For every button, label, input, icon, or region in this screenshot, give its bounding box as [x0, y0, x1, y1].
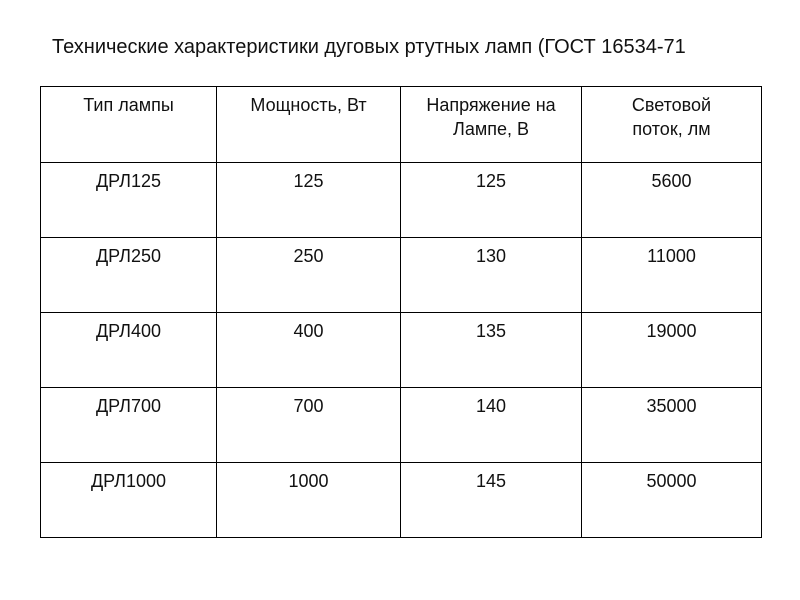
cell-lamp-type: ДРЛ250 [41, 238, 217, 313]
cell-luminous-flux: 50000 [582, 463, 762, 538]
cell-lamp-type: ДРЛ1000 [41, 463, 217, 538]
header-voltage [401, 87, 582, 163]
lamp-specs-table [40, 86, 762, 538]
cell-power: 250 [217, 238, 401, 313]
cell-luminous-flux: 35000 [582, 388, 762, 463]
cell-luminous-flux: 11000 [582, 238, 762, 313]
cell-voltage: 125 [401, 163, 582, 238]
cell-lamp-type: ДРЛ700 [41, 388, 217, 463]
header-voltage-line-2: Лампе, В [453, 119, 529, 139]
header-luminous-flux-line-2: поток, лм [632, 119, 711, 139]
cell-lamp-type: ДРЛ125 [41, 163, 217, 238]
cell-luminous-flux: 5600 [582, 163, 762, 238]
header-luminous-flux-line-1: Световой [631, 95, 712, 115]
cell-lamp-type: ДРЛ400 [41, 313, 217, 388]
header-lamp-type-text: Тип лампы [83, 95, 174, 115]
cell-power: 700 [217, 388, 401, 463]
header-luminous-flux [582, 87, 762, 163]
header-power-text: Мощность, Вт [250, 95, 367, 115]
table-row [41, 163, 762, 238]
cell-luminous-flux: 19000 [582, 313, 762, 388]
cell-voltage: 140 [401, 388, 582, 463]
cell-voltage: 135 [401, 313, 582, 388]
table-row [41, 463, 762, 538]
cell-power: 1000 [217, 463, 401, 538]
cell-power: 125 [217, 163, 401, 238]
cell-voltage: 130 [401, 238, 582, 313]
slide-title: Технические характеристики дуговых ртутных ламп (ГОСТ 16534-71 [52, 36, 686, 58]
table-row [41, 388, 762, 463]
cell-power: 400 [217, 313, 401, 388]
cell-voltage: 145 [401, 463, 582, 538]
header-lamp-type [41, 87, 217, 163]
header-voltage-line-1: Напряжение на [426, 95, 556, 115]
table-row [41, 238, 762, 313]
header-power [217, 87, 401, 163]
table-row [41, 313, 762, 388]
table-header-row [41, 87, 762, 163]
